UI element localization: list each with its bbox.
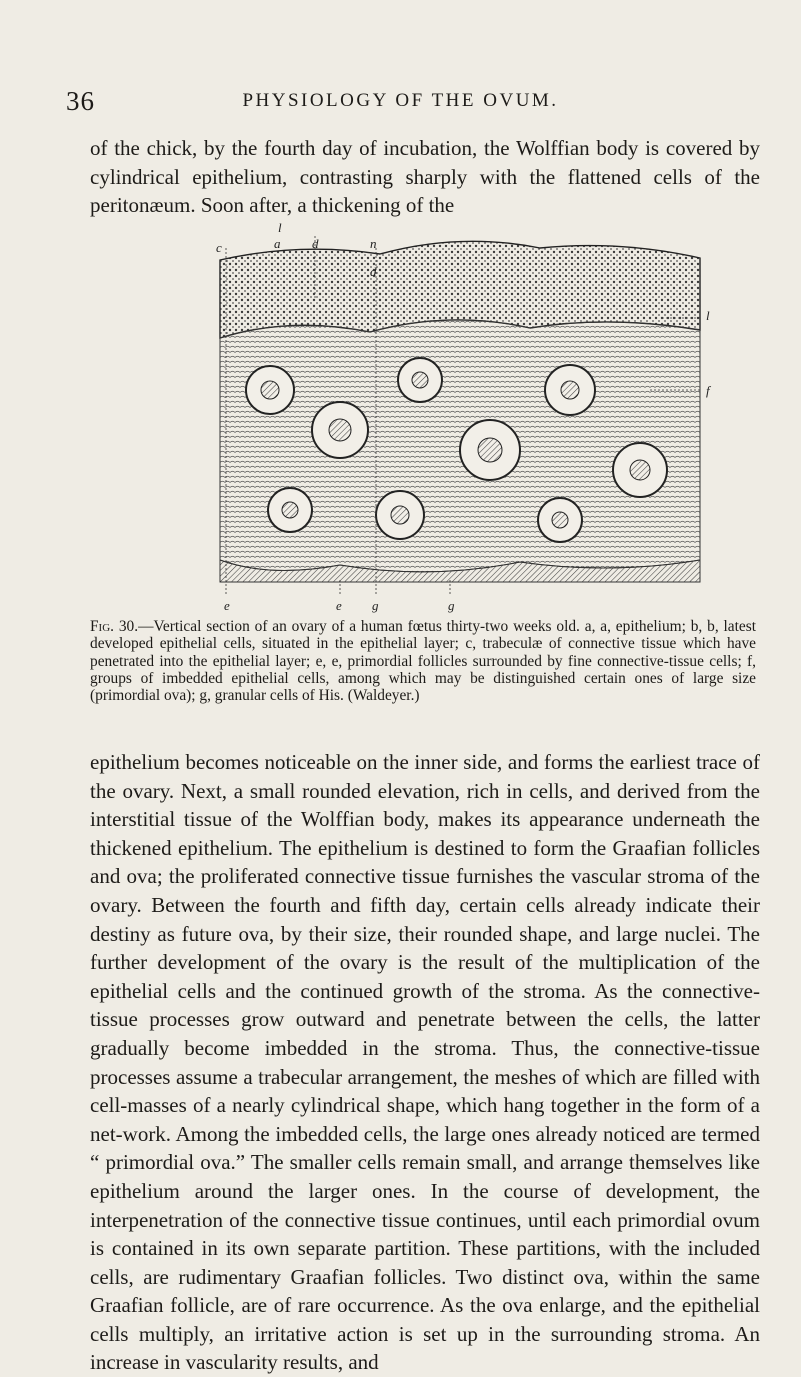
figure-caption [90, 618, 756, 704]
letter-l-top: l [278, 220, 282, 235]
ovary-section-illustration [180, 220, 720, 615]
page-number: 36 [66, 86, 95, 116]
letter-g2: g [448, 598, 455, 613]
letter-e2: e [336, 598, 342, 613]
letter-n: n [370, 236, 377, 251]
paragraph-top: of the chick, by the fourth day of incubation, the Wolffian body is covered by cylindrical epithelium, contrasting sharply with the flattened cells of the peritonæum. Soon after, a thickening of the [90, 136, 760, 218]
letter-g1: g [372, 598, 379, 613]
paragraph-main: epithelium becomes noticeable on the inner side, and forms the earliest trace of the ovary. Next, a small rounded elevation, rich in cells, and derived from the interstitial tissue of the Wolffian body, makes its appearance underneath the thickened epithelium. The epithelium is destined to form the Graafian follicles and ova; the proliferated connective tissue furnishes the vascular stroma of the ovary. Between the fourth and fifth day, certain cells already indicate their destiny as future ova, by their size, their rounded shape, and large nuclei. The further development of the ovary is the result of the multiplication of the epithelial cells and the continued growth of the stroma. As the connective-tissue processes grow outward and penetrate between the cells, the latter gradually become imbedded in the stroma. Thus, the connective-tissue processes assume a trabecular arrangement, the meshes of which are filled with cell-masses of a nearly cylindrical shape, which hang together in the form of a net-work. Among the imbedded cells, the large ones already noticed are termed “ primordial ova.” The smaller cells remain small, and arrange themselves like epithelium around the larger ones. In the course of development, the interpenetration of the connective tissue continues, until each primordial ovum is contained in its own separate partition. These partitions, with the included cells, are rudimentary Graafian follicles. Two distinct ova, within the same Graafian follicle, are of rare occurrence. As the ova enlarge, and the epithelial cells multiply, an irritative action is set up in the surrounding stroma. An increase in vascularity results, and [90, 750, 760, 1375]
running-title: PHYSIOLOGY OF THE OVUM. [242, 90, 559, 111]
letter-a: a [274, 236, 281, 251]
letter-l-right: l [706, 308, 710, 323]
letter-f: f [706, 383, 710, 398]
figure-label: Fig. 30. [90, 618, 139, 635]
letter-d1: d [312, 236, 319, 251]
letter-d2: d [370, 264, 377, 279]
letter-e1: e [224, 598, 230, 613]
page-header [0, 86, 801, 126]
caption-text: —Vertical section of an ovary of a human fœtus thirty-two weeks old. a, a, epithelium; b, b, latest developed epithelial cells, situated in the epithelial layer; c, trabeculæ of connective tissue which have penetrated into the epithelial layer; e, e, primordial follicles surrounded by fine connective-tissue cells; f, groups of imbedded epithelial cells, among which may be distinguished certain ones of large size (primordial ova); g, granular cells of His. (Waldeyer.) [90, 618, 756, 705]
letter-c: c [216, 240, 222, 255]
